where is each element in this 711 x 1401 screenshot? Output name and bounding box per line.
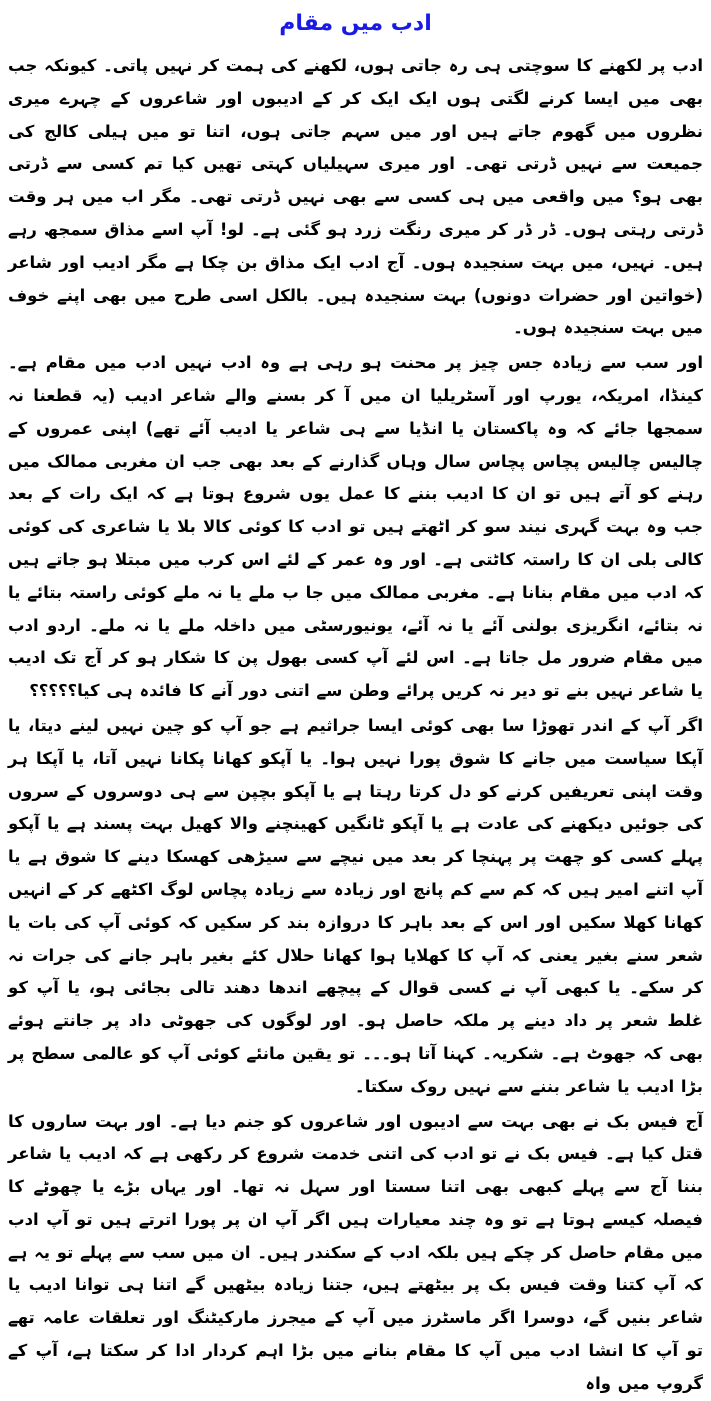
paragraph-1: ادب پر لکھنے کا سوچتی ہی رہ جاتی ہوں، لکھنے کی ہمت کر نہیں پاتی۔ کیونکہ جب بھی میں ایسا کرنے لگتی ہوں ایک ایک کر کے ادیبوں اور شاعروں کے چہرے میری نظروں میں گھوم جاتے ہیں اور میں سہم جاتی ہوں، اتنا تو میں ہیلی کالج کی جمیعت سے نہیں ڈرتی تھی۔ اور میری سہیلیاں کہتی تھیں کیا تم کسی سے ڈرتی بھی ہو؟ میں واقعی میں ہی کسی سے بھی نہیں ڈرتی تھی۔ مگر اب میں ہر وقت ڈرتی رہتی ہوں۔ ڈر ڈر کر میری رنگت زرد ہو گئی ہے۔ لو! آپ اسے مذاق سمجھ رہے ہیں۔ نہیں، میں بہت سنجیدہ ہوں۔ آج ادب ایک مذاق بن چکا ہے مگر ادیب اور شاعر (خواتین اور حضرات دونوں) بہت سنجیدہ ہیں۔ بالکل اسی طرح میں بھی اپنے خوف میں بہت سنجیدہ ہوں۔ (8, 56, 703, 338)
page-title: ادب میں مقام (279, 11, 432, 36)
paragraph-3: اگر آپ کے اندر تھوڑا سا بھی کوئی ایسا جراثیم ہے جو آپ کو چین نہیں لینے دیتا، یا آپکا سیاست میں جانے کا شوق پورا نہیں ہوا۔ یا آپکو کھانا پکانا نہیں آتا، یا آپکا ہر وقت اپنی تعریفیں کرنے کو دل کرتا رہتا ہے یا آپکو بچپن سے ہی دوسروں کے سروں کی جوئیں دیکھنے کی عادت ہے یا آپکو ٹانگیں کھینچنے والا کھیل بہت پسند ہے یا آپکو پہلے کسی کو چھت پر پہنچا کر بعد میں نیچے سے سیڑھی کھسکا دینے کا شوق ہے یا آپ اتنے امیر ہیں کہ کم سے کم پانچ اور زیادہ سے زیادہ پچاس لوگ اکٹھے کر کے انہیں کھانا کھلا سکیں اور اس کے بعد باہر کا دروازہ بند کر سکیں کہ کوئی آپ کی بات یا شعر سنے بغیر یعنی کہ آپ کا کھلایا ہوا کھانا حلال کئے بغیر باہر جانے کی جرات نہ کر سکے۔ یا کبھی آپ نے کسی قوال کے پیچھے اندھا دھند تالی بجائی ہو، یا آپ کو غلط شعر پر داد دینے پر ملکہ حاصل ہو۔ اور لوگوں کی جھوٹی داد پر جانتے ہوئے بھی کہ جھوٹ ہے۔ شکریہ۔ کہنا آتا ہو۔۔۔ تو یقین مانئے کوئی آپ کو عالمی سطح پر بڑا ادیب یا شاعر بننے سے نہیں روک سکتا۔ (8, 715, 703, 1096)
paragraph-2: اور سب سے زیادہ جس چیز پر محنت ہو رہی ہے وہ ادب نہیں ادب میں مقام ہے۔ کینڈا، امریکہ، یورپ اور آسٹریلیا ان میں آ کر بسنے والے شاعر ادیب (یہ قطعنا نہ سمجھا جائے کہ وہ پاکستان یا انڈیا سے ہی شاعر یا ادیب آئے تھے) اپنی عمروں کے چالیس چالیس پچاس پچاس سال وہاں گذارنے کے بعد بھی جب ان مغربی ممالک میں رہنے کو آتے ہیں تو ان کا ادیب بننے کا عمل یوں شروع ہوتا ہے کہ ایک رات کے بعد جب وہ بہت گہری نیند سو کر اٹھتے ہیں تو ادب کا کوئی کالا بلا یا شاعری کی کوئی کالی بلی ان کا راستہ کاٹتی ہے۔ اور وہ عمر کے لئے اس کرب میں مبتلا ہو جاتے ہیں کہ ادب میں مقام بنانا ہے۔ مغربی ممالک میں جا ب ملے یا نہ ملے کوئی راستہ بتائے یا نہ بتائے، انگریزی بولنی آئے یا نہ آئے، یونیورسٹی میں داخلہ ملے یا نہ ملے۔ اردو ادب میں مقام ضرور مل جاتا ہے۔ اس لئے آپ کسی بھول پن کا شکار ہو کر آج تک ادیب یا شاعر نہیں بنے تو دیر نہ کریں پرائے وطن سے اتنی دور آنے کا فائدہ ہی کیا؟؟؟؟؟ (8, 353, 703, 701)
paragraph-4: آج فیس بک نے بھی بہت سے ادیبوں اور شاعروں کو جنم دیا ہے۔ اور بہت ساروں کا قتل کیا ہے۔ فیس بک نے تو ادب کی اتنی خدمت شروع کر رکھی ہے کہ ادیب یا شاعر بننا آج سے پہلے کبھی بھی اتنا سستا اور سہل نہ تھا۔ اور یہاں بڑے یا چھوٹے کا فیصلہ کیسے ہوتا ہے تو وہ چند معیارات ہیں اگر آپ ان پر پورا اترتے ہیں تو آپ ادب میں مقام حاصل کر چکے ہیں بلکہ ادب کے سکندر ہیں۔ ان میں سب سے پہلے تو یہ ہے کہ آپ کتنا وقت فیس بک پر بیٹھتے ہیں، جتنا زیادہ بیٹھیں گے اتنا ہی توانا ادیب یا شاعر بنیں گے، دوسرا اگر ماسٹرز میں آپ کے میجرز مارکیٹنگ اور تعلقات عامہ تھے تو آپ کا انشا ادب میں آپ کا مقام بنانے میں بڑا اہم کردار ادا کر سکتا ہے، آپ کے گروپ میں واہ (8, 1111, 703, 1393)
